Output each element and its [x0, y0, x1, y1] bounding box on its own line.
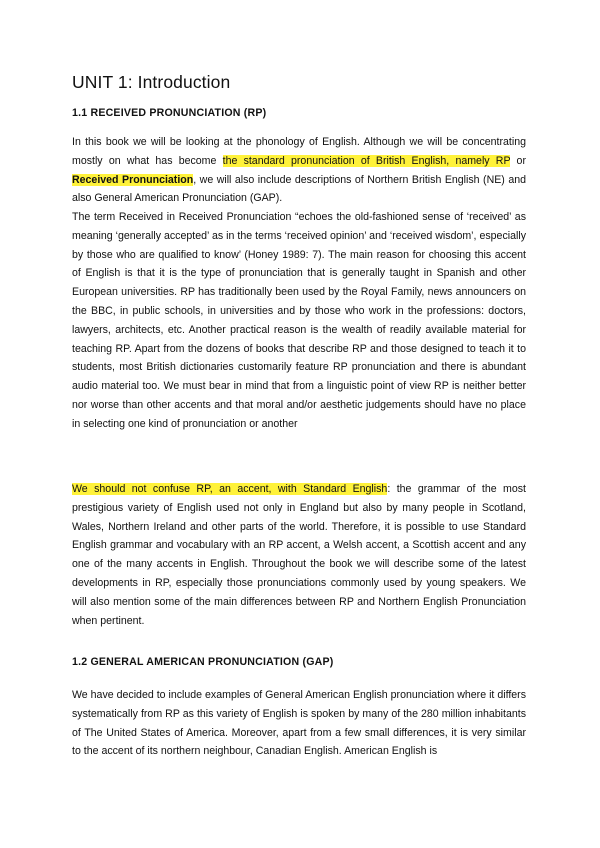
paragraph-intro — [72, 133, 526, 208]
highlighted-text: the standard pronunciation of British English, namely RP — [222, 154, 511, 167]
paragraph-gap-intro: We have decided to include examples of General American English pronunciation where it differs systematically from RP as this variety of English is spoken by many of the 280 million inhabitants of The United States of America. Moreover, apart from a few small differences, it is very similar to the accent of its northern neighbour, Canadian English. American English is — [72, 689, 526, 758]
paragraph-standard-english — [72, 480, 526, 630]
unit-title: UNIT 1: Introduction — [72, 72, 231, 92]
paragraph-received-term: The term Received in Received Pronunciation “echoes the old-fashioned sense of ‘received’ as meaning ‘generally accepted’ as in the terms ‘received opinion’ and ‘received wisdom’, especially by those who are qualified to know’ (Honey 1989: 7). The main reason for choosing this accent of English is that it is the type of pronunciation that is generally taught in Spanish and other European universities. RP has traditionally been used by the Royal Family, news announcers on the BBC, in public schools, in universities and by those who work in the professions: doctors, lawyers, architects, etc. Another practical reason is the wealth of readily available material for teaching RP. Apart from the dozens of books that describe RP and those designed to teach it to students, most British dictionaries customarily feature RP pronunciation and there is abundant audio material too. We must bear in mind that from a linguistic point of view RP is neither better nor worse than other accents and that moral and/or aesthetic judgements should have no place in selecting one kind of pronunciation or another — [72, 211, 526, 430]
paragraph-text: , we will also include descriptions of Northern British English (NE) and also General American Pronunciation (GAP). — [72, 173, 526, 205]
section-heading-gap: 1.2 GENERAL AMERICAN PRONUNCIATION (GAP) — [72, 656, 334, 668]
highlighted-bold-term: Received Pronunciation — [72, 173, 194, 186]
highlighted-text: We should not confuse RP, an accent, with Standard English — [72, 483, 388, 495]
paragraph-text: : the grammar of the most prestigious variety of English used not only in England but also by many people in Scotland, Wales, Northern Ireland and other parts of the world. Therefore, it is possible to use Standard English grammar and vocabulary with an RP accent, a Welsh accent, a Scottish accent and any one of the many accents in English. Throughout the book we will describe some of the latest developments in RP, especially those pronunciations commonly used by young speakers. We will also mention some of the main differences between RP and Northern English Pronunciation when pertinent. — [72, 483, 526, 627]
paragraph-text: In this book we will be looking at the phonology of English. Although we will be concentrating mostly on what has become — [72, 136, 526, 167]
paragraph-text: or — [510, 154, 526, 167]
section-heading-rp: 1.1 RECEIVED PRONUNCIATION (RP) — [72, 107, 267, 119]
